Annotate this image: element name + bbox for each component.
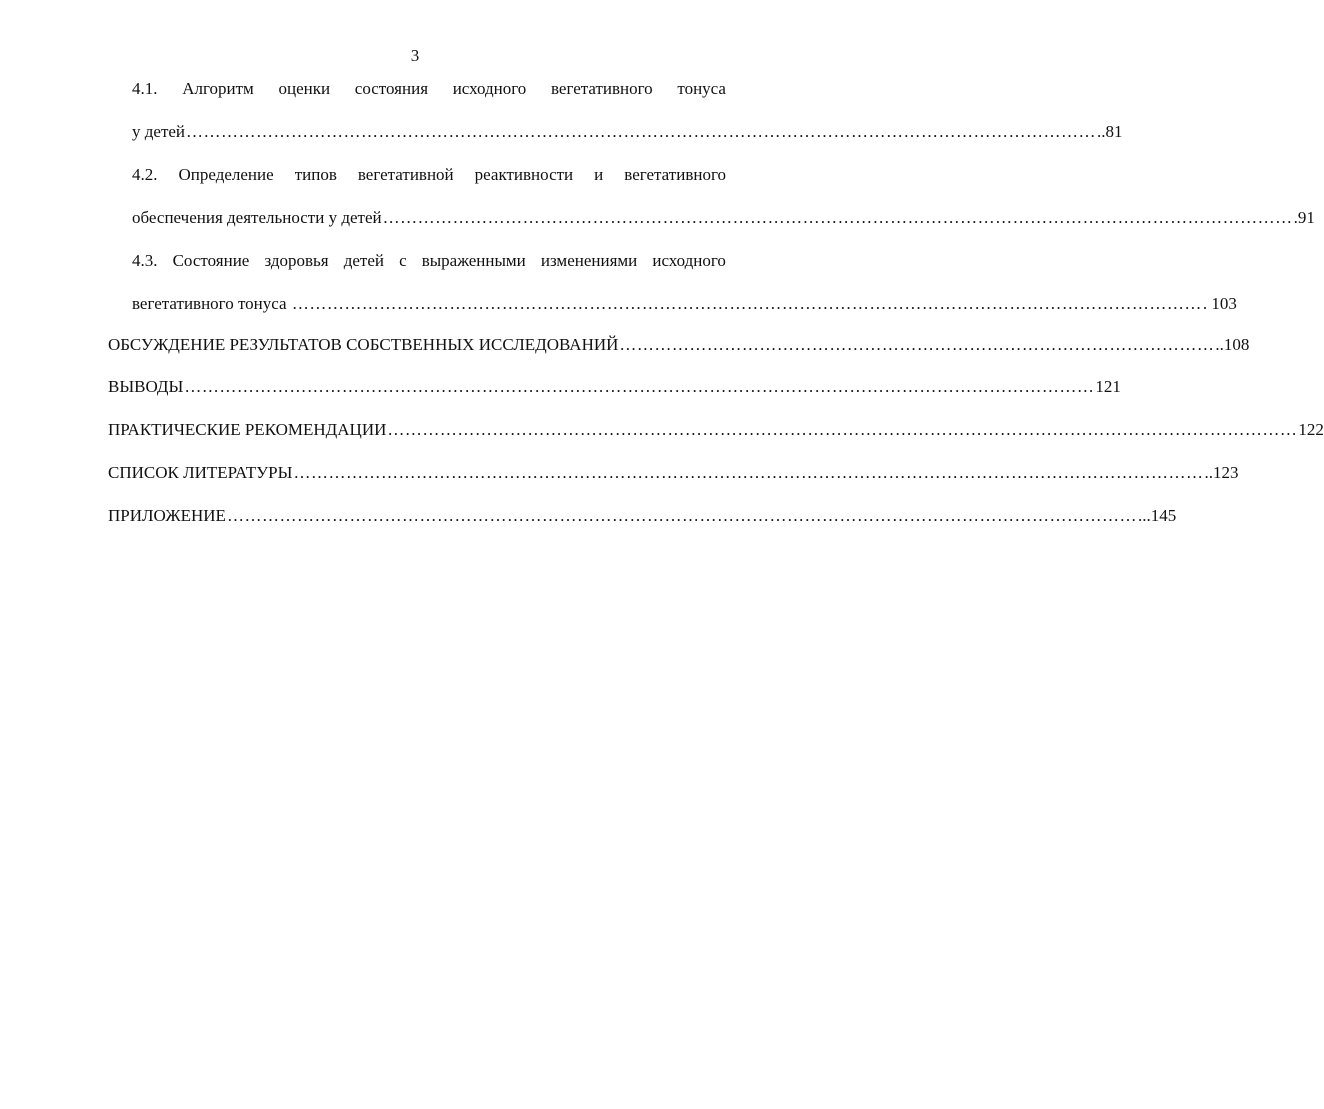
toc-word: вегетативного [550, 79, 653, 98]
toc-entry-recommendations[interactable] [108, 417, 1324, 443]
toc-entry-title: у детей [132, 122, 186, 141]
toc-entry-4-1-line1 [132, 76, 726, 102]
toc-word: реактивности [474, 165, 574, 184]
toc-page-number: ..123 [1204, 463, 1239, 482]
toc-page-number: ...145 [1137, 506, 1177, 525]
toc-word: тонуса [677, 79, 726, 98]
toc-entry-appendix[interactable] [108, 503, 1177, 529]
toc-word: с [399, 251, 407, 270]
leader-dots: ………………………………………………………………………………………………………………………………………… [382, 208, 1293, 227]
leader-dots: ………………………………………………………………………………………………………………………………………… [293, 463, 1204, 482]
toc-word: Состояние [172, 251, 250, 270]
toc-entry-4-1-line2[interactable] [132, 119, 1123, 145]
toc-word: здоровья [264, 251, 329, 270]
toc-entry-title: ОБСУЖДЕНИЕ РЕЗУЛЬТАТОВ СОБСТВЕННЫХ ИССЛЕДОВАНИЙ [108, 335, 619, 354]
toc-entry-title: вегетативного тонуса [132, 294, 291, 313]
toc-word: вегетативной [357, 165, 454, 184]
toc-word: исходного [652, 251, 726, 270]
toc-page-number: . 103 [1202, 294, 1237, 313]
toc-word: 4.2. [132, 165, 158, 184]
leader-dots: ………………………………………………………………………………………………………………………………………… [186, 122, 1097, 141]
toc-entry-4-2-line1 [132, 162, 726, 188]
toc-page-number: .91 [1293, 208, 1315, 227]
toc-page-number: 121 [1095, 377, 1121, 396]
toc-word: Алгоритм [182, 79, 254, 98]
toc-entry-references[interactable] [108, 460, 1239, 486]
leader-dots: ………………………………………………………………………………………………………………………………………… [226, 506, 1137, 525]
leader-dots: ………………………………………………………………………………………… [619, 335, 1215, 354]
toc-word: вегетативного [624, 165, 726, 184]
toc-entry-title: СПИСОК ЛИТЕРАТУРЫ [108, 463, 293, 482]
toc-entry-4-3-line2[interactable] [132, 291, 1237, 317]
toc-entry-title: ПРИЛОЖЕНИЕ [108, 506, 226, 525]
toc-word: типов [294, 165, 337, 184]
toc-word: 4.3. [132, 251, 158, 270]
toc-entry-title: ПРАКТИЧЕСКИЕ РЕКОМЕНДАЦИИ [108, 420, 387, 439]
toc-word: исходного [452, 79, 527, 98]
toc-page-number: 122 [1298, 420, 1324, 439]
toc-entry-title: ВЫВОДЫ [108, 377, 184, 396]
leader-dots: ………………………………………………………………………………………………………………………………………… [387, 420, 1298, 439]
toc-word: изменениями [540, 251, 638, 270]
toc-entry-discussion[interactable] [108, 332, 1250, 358]
toc-word: состояния [354, 79, 429, 98]
leader-dots: ………………………………………………………………………………………………………………………………………… [184, 377, 1095, 396]
toc-page-number: ..81 [1097, 122, 1123, 141]
toc-word: и [594, 165, 604, 184]
page-number: 3 [410, 46, 420, 65]
toc-entry-conclusions[interactable] [108, 374, 1121, 400]
leader-dots: ………………………………………………………………………………………………………………………………………… [291, 294, 1202, 313]
toc-word: оценки [278, 79, 331, 98]
toc-entry-4-3-line1 [132, 248, 726, 274]
toc-entry-title: обеспечения деятельности у детей [132, 208, 382, 227]
toc-page-number: ..108 [1215, 335, 1250, 354]
toc-word: выраженными [421, 251, 526, 270]
toc-word: Определение [178, 165, 274, 184]
toc-entry-4-2-line2[interactable] [132, 205, 1315, 231]
toc-word: детей [343, 251, 384, 270]
toc-word: 4.1. [132, 79, 158, 98]
